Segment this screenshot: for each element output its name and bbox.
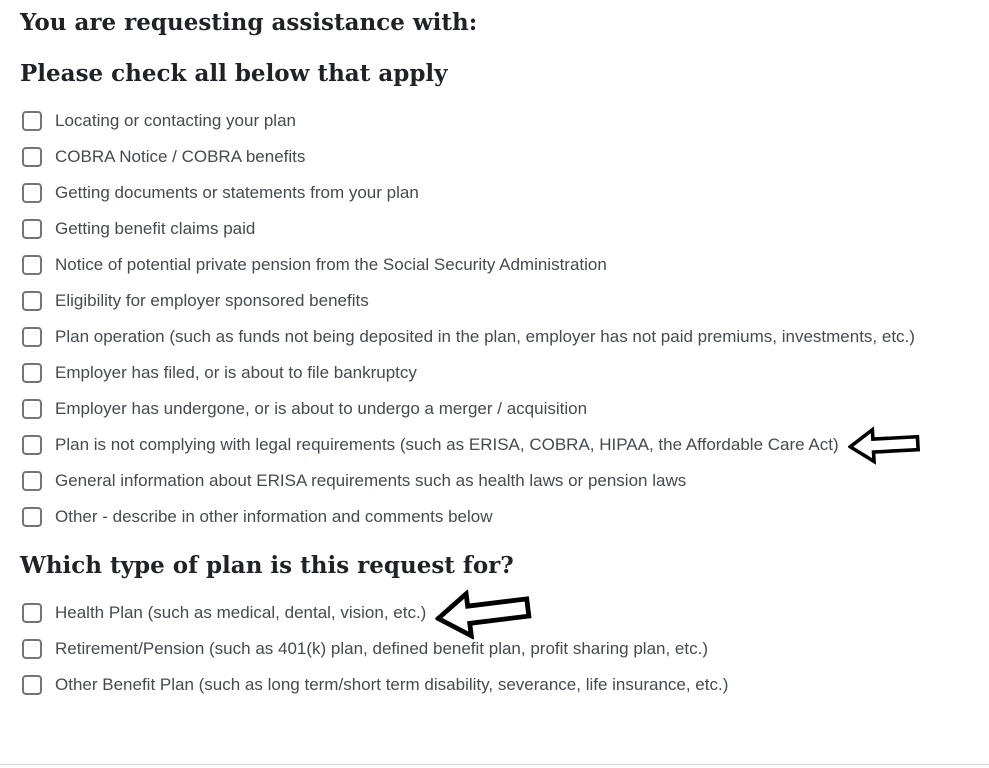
- checkbox-row: [20, 595, 955, 631]
- checkbox-row: [20, 355, 955, 391]
- checkbox-other-benefit-plan[interactable]: [22, 675, 42, 695]
- checkbox-row: [20, 319, 955, 355]
- checkbox-legal-compliance[interactable]: [22, 435, 42, 455]
- checkbox-label[interactable]: General information about ERISA requirements such as health laws or pension laws: [55, 471, 687, 490]
- bottom-divider: [0, 764, 989, 765]
- checkbox-retirement-pension[interactable]: [22, 639, 42, 659]
- checkbox-label[interactable]: Plan operation (such as funds not being deposited in the plan, employer has not paid premiums, investments, etc.): [55, 327, 915, 346]
- checkbox-general-erisa-info[interactable]: [22, 471, 42, 491]
- checkbox-merger-acquisition[interactable]: [22, 399, 42, 419]
- checkbox-label[interactable]: Notice of potential private pension from the Social Security Administration: [55, 255, 607, 274]
- checkbox-eligibility[interactable]: [22, 291, 42, 311]
- checkbox-other-topic[interactable]: [22, 507, 42, 527]
- checkbox-row: [20, 391, 955, 427]
- checkbox-row: [20, 175, 955, 211]
- section-heading-plan-type: Which type of plan is this request for?: [20, 552, 514, 579]
- checkbox-row: [20, 139, 955, 175]
- checkbox-row: [20, 667, 955, 703]
- page-title: You are requesting assistance with:: [20, 9, 478, 36]
- checkbox-bankruptcy[interactable]: [22, 363, 42, 383]
- checkbox-label[interactable]: Locating or contacting your plan: [55, 111, 296, 130]
- checkbox-label[interactable]: Health Plan (such as medical, dental, vision, etc.): [55, 603, 427, 622]
- checkbox-label[interactable]: COBRA Notice / COBRA benefits: [55, 147, 306, 166]
- checkbox-row: [20, 103, 955, 139]
- checkbox-label[interactable]: Plan is not complying with legal requirements (such as ERISA, COBRA, HIPAA, the Affordable Care Act): [55, 435, 839, 454]
- plan-type-list: [20, 595, 955, 703]
- checkbox-plan-operation[interactable]: [22, 327, 42, 347]
- section-heading-check-all: Please check all below that apply: [20, 60, 448, 87]
- checkbox-row: [20, 211, 955, 247]
- checkbox-claims-paid[interactable]: [22, 219, 42, 239]
- left-arrow-icon: [435, 588, 531, 638]
- assistance-topics-list: [20, 103, 955, 535]
- checkbox-label[interactable]: Retirement/Pension (such as 401(k) plan, defined benefit plan, profit sharing plan, etc.): [55, 639, 708, 658]
- checkbox-row: [20, 463, 955, 499]
- checkbox-label[interactable]: Eligibility for employer sponsored benefits: [55, 291, 369, 310]
- checkbox-getting-documents[interactable]: [22, 183, 42, 203]
- checkbox-label[interactable]: Employer has filed, or is about to file bankruptcy: [55, 363, 417, 382]
- left-arrow-icon: [848, 425, 920, 465]
- checkbox-row: [20, 499, 955, 535]
- checkbox-label[interactable]: Employer has undergone, or is about to undergo a merger / acquisition: [55, 399, 588, 418]
- checkbox-potential-pension-notice[interactable]: [22, 255, 42, 275]
- checkbox-row: [20, 247, 955, 283]
- checkbox-health-plan[interactable]: [22, 603, 42, 623]
- checkbox-row: [20, 427, 955, 463]
- checkbox-row: [20, 283, 955, 319]
- checkbox-label[interactable]: Getting benefit claims paid: [55, 219, 256, 238]
- checkbox-cobra-notice[interactable]: [22, 147, 42, 167]
- checkbox-locating-plan[interactable]: [22, 111, 42, 131]
- checkbox-label[interactable]: Getting documents or statements from your plan: [55, 183, 419, 202]
- checkbox-label[interactable]: Other - describe in other information and comments below: [55, 507, 493, 526]
- checkbox-label[interactable]: Other Benefit Plan (such as long term/short term disability, severance, life insurance, etc.): [55, 675, 729, 694]
